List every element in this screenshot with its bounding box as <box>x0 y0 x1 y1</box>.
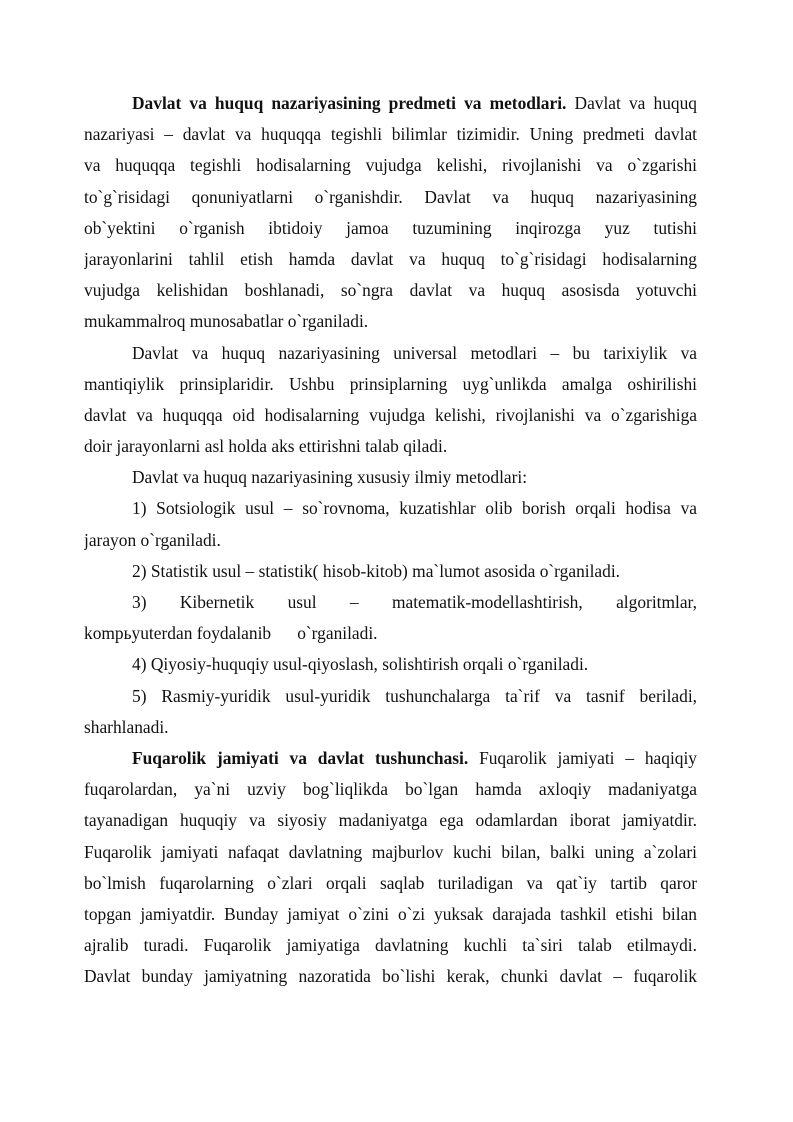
method-3-line: 3) Kibernetik usul – matematik-modellashtirish, algoritmlar, <box>132 592 697 612</box>
section2-heading: Fuqarolik jamiyati va davlat tushunchasi. <box>132 747 469 768</box>
paragraph2-line: doir jarayonlarni asl holda aks ettirishni talab qiladi. <box>84 436 448 457</box>
section1-line: vujudga kelishidan boshlanadi, so`ngra davlat va huquq asosisda yotuvchi <box>84 280 697 301</box>
section1-heading: Davlat va huquq nazariyasining predmeti va metodlari. <box>132 93 567 113</box>
section2-line: tayanadigan huquqiy va siyosiy madaniyatga ega odamlardan iborat jamiyatdir. <box>84 810 697 831</box>
section2-line: Fuqarolik jamiyati nafaqat davlatning majburlov kuchi bilan, balki uning a`zolari <box>84 841 697 862</box>
section2-line: ajralib turadi. Fuqarolik jamiyatiga davlatning kuchli ta`siri talab etilmaydi. <box>84 935 697 956</box>
section1-line: jarayonlarini tahlil etish hamda davlat va huquq to`g`risidagi hodisalarning <box>84 248 697 269</box>
section2-line: fuqarolardan, ya`ni uzviy bog`liqlikda bo`lgan hamda axloqiy madaniyatga <box>84 779 697 800</box>
methods-intro: Davlat va huquq nazariyasining xususiy ilmiy metodlari: <box>132 467 528 488</box>
method-2: 2) Statistik usul – statistik( hisob-kitob) ma`lumot asosida o`rganiladi. <box>132 560 621 581</box>
section1-line: va huquqqa tegishli hodisalarning vujudga kelishi, rivojlanishi va o`zgarishi <box>84 155 697 176</box>
method-5-line: 5) Rasmiy-yuridik usul-yuridik tushunchalarga ta`rif va tasnif beriladi, <box>132 685 697 706</box>
section1-line: nazariyasi – davlat va huquqqa tegishli bilimlar tizimidir. Uning predmeti davlat <box>84 124 697 145</box>
section2-line: bo`lmish fuqarolarning o`zlari orqali saqlab turiladigan va qat`iy tartib qaror <box>84 872 697 893</box>
section1-line: mukammalroq munosabatlar o`rganiladi. <box>84 311 369 332</box>
method-5-line: sharhlanadi. <box>84 716 169 737</box>
paragraph2-line: davlat va huquqqa oid hodisalarning vujudga kelishi, rivojlanishi va o`zgarishiga <box>84 404 697 425</box>
paragraph2-line: Davlat va huquq nazariyasining universal metodlari – bu tarixiylik va <box>132 342 697 363</box>
paragraph2-line: mantiqiylik prinsiplaridir. Ushbu prinsiplarning uyg`unlikda amalga oshirilishi <box>84 373 697 394</box>
section2-first-line <box>84 743 697 774</box>
section1-line: to`g`risidagi qonuniyatlarni o`rganishdir. Davlat va huquq nazariyasining <box>84 186 697 207</box>
section2-line: topgan jamiyatdir. Bunday jamiyat o`zini o`zi yuksak darajada tashkil etishi bilan <box>84 903 697 924</box>
method-1-line: 1) Sotsiologik usul – so`rovnoma, kuzatishlar olib borish orqali hodisa va <box>132 498 697 519</box>
method-4: 4) Qiyosiy-huquqiy usul-qiyoslash, solishtirish orqali o`rganiladi. <box>132 654 589 675</box>
section1-line: Davlat va huquq <box>566 93 697 113</box>
section1-line: ob`yektini o`rganish ibtidoiy jamoa tuzumining inqirozga yuz tutishi <box>84 217 697 238</box>
section2-line: Davlat bunday jamiyatning nazoratida bo`lishi kerak, chunki davlat – fuqarolik <box>84 966 697 987</box>
section1-first-line <box>84 88 697 119</box>
method-3-line: kompьyuterdan foydalanib o`rganiladi. <box>84 623 378 644</box>
section2-line: Fuqarolik jamiyati – haqiqiy <box>468 747 697 768</box>
method-1-line: jarayon o`rganiladi. <box>84 529 221 550</box>
